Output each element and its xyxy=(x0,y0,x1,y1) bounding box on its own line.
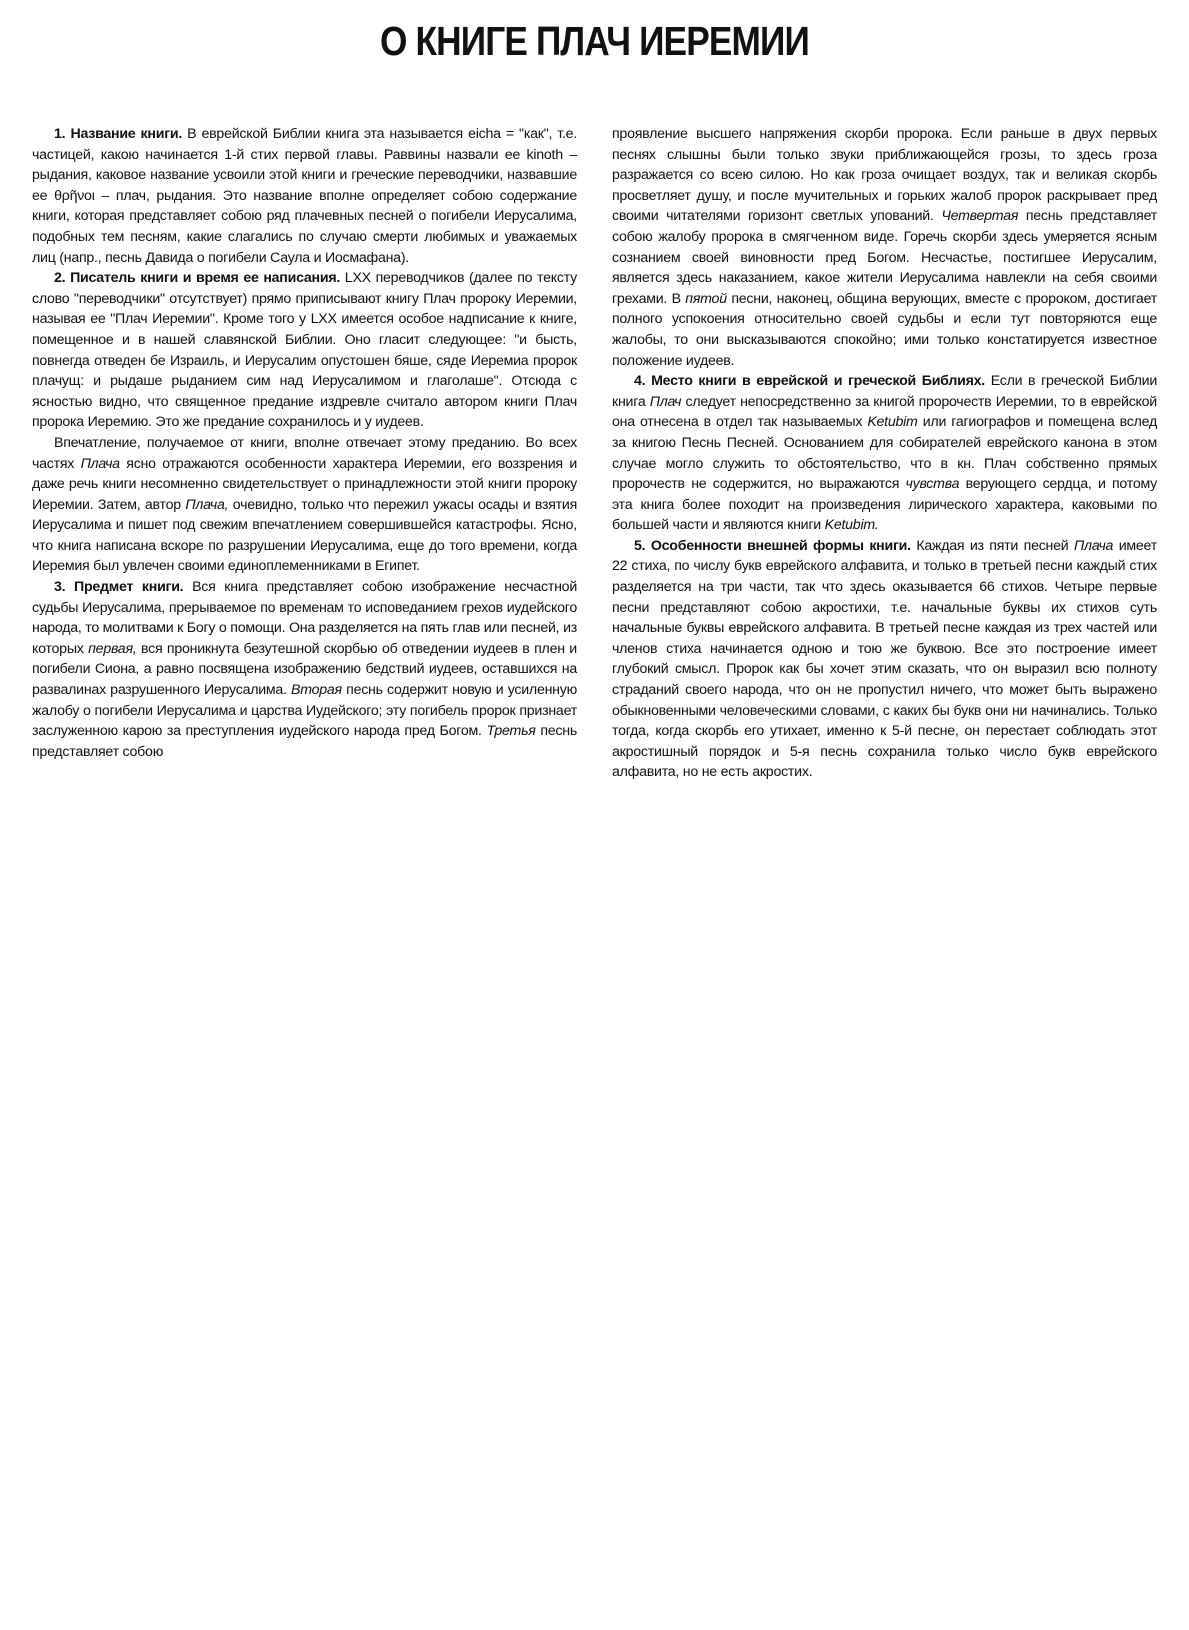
text-columns xyxy=(32,124,1157,783)
impression-paragraph xyxy=(32,433,577,577)
section-heading: 3. Предмет книги. xyxy=(54,579,184,596)
section-place-paragraph xyxy=(612,371,1157,536)
italic-term: Плач xyxy=(649,393,682,410)
paragraph-text: Каждая из пяти песней xyxy=(910,537,1074,554)
italic-term: Плача xyxy=(80,455,120,472)
italic-term: Плача xyxy=(1073,537,1114,554)
italic-term: Четвертая xyxy=(941,208,1019,225)
italic-term: Вторая xyxy=(291,682,342,699)
paragraph-text: песнь представляет собою жалобу пророка в смягченном виде. Горечь скорби здесь умеряется ясным сознанием своей виновности пред Богом. Несчастье, постигшее Иерусалим, является здесь наказанием, какое жители Иерусалима навлекли на себя своими грехами. В xyxy=(612,208,1158,307)
italic-term: первая, xyxy=(88,640,137,657)
paragraph-text: очевидно, только что пережил ужасы осады и взятия Иерусалима и пишет под свежим впечатлением совершившейся катастрофы. Ясно, что книга написана вскоре по разрушении Иерусалима, еще до того времени, когда Иеремия был увлечен своими единоплеменниками в Египет. xyxy=(32,496,578,575)
paragraph-text: Впечатление, получаемое от книги, вполне отвечает этому преданию. Во всех частях xyxy=(32,434,577,472)
paragraph-text: ясно отражаются особенности характера Иеремии, его воззрения и даже речь книги несомненно свидетельствует о принадлежности этой книги пророку Иеремии. Затем, автор xyxy=(32,455,577,513)
italic-term: Ketubim. xyxy=(824,517,879,534)
section-heading: 1. Название книги. xyxy=(54,126,183,142)
paragraph-text: проявление высшего напряжения скорби пророка. Если раньше в двух первых песнях слышны были только звуки приближающейся грозы, то здесь гроза разражается со всею силою. Но как гроза очищает воздух, так и великая скорбь просветляет душу, и после мучительных и горьких жалоб пророк раскрывает пред своими читателями горизонт светлых упований. xyxy=(612,126,1157,225)
paragraph-text: вся проникнута безутешной скорбью об отведении иудеев в плен и погибели Сиона, а равно посвящена изображению бедствий иудеев, оставшихся на развалинах разрушенного Иерусалима. xyxy=(32,640,577,699)
paragraph-text: LXX переводчиков (далее по тексту слово "переводчики" отсутствует) прямо приписывают книгу Плач пророку Иеремии, называя ее "Плач Иеремии". Кроме того у LXX имеется особое надписание к книге, помещенное и в нашей славянской Библии. Оно гласит следующее: "и бысть, повнегда отведен бе Израиль, и Иерусалим опустошен бяше, сяде Иеремиа пророк плачущ: и рыдаше рыданием сим над Иерусалимом и глаголаше". Отсюда с ясностью видно, что священное предание издревле считало автором книги Плач пророка Иеремию. Это же предание сохранилось и у иудеев. xyxy=(32,270,577,431)
italic-term: пятой xyxy=(685,290,727,307)
section-author-paragraph xyxy=(32,268,577,433)
left-column xyxy=(32,124,577,783)
section-subject-paragraph xyxy=(32,577,577,762)
paragraph-text: песни, наконец, община верующих, вместе с пророком, достигает полного успокоения относительно своей судьбы и если тут повторяются еще жалобы, то они высказываются спокойно; ими только констатируется известное положение иудеев. xyxy=(612,290,1157,369)
subject-continuation-paragraph xyxy=(612,124,1157,371)
paragraph-text: песнь содержит новую и усиленную жалобу о погибели Иерусалима и царства Иудейского; эту погибель пророк признает заслуженною карою за преступления иудейского народа пред Богом. xyxy=(32,682,577,740)
right-column xyxy=(612,124,1157,783)
italic-term: чувства xyxy=(905,476,960,493)
paragraph-text: имеет 22 стиха, по числу букв еврейского алфавита, и только в третьей песни каждый стих разделяется на три части, так что здесь оказывается 66 стихов. Четыре первые песни представляют собою акростихи, т.е. начальные буквы их стихов суть начальные буквы еврейского алфавита. В третьей песне каждая из трех частей или членов стиха начинается одною и тою же буквою. Все это построение имеет глубокий смысл. Пророк как бы хочет этим сказать, что он выразил всю полноту страданий своего народа, что он не пропустил ничего, что может быть выражено обыкновенными человеческими словами, с каких бы букв они ни начинались. Только тогда, когда скорбь его утихает, именно к 5-й песне, он перестает соблюдать этот акростишный порядок и 5-я песнь сохранила только число букв еврейского алфавита, но не есть акростих. xyxy=(612,537,1157,781)
italic-term: Ketubim xyxy=(867,414,918,431)
section-heading: 5. Особенности внешней формы книги. xyxy=(634,537,911,554)
paragraph-text: В еврейской Библии книга эта называется eicha = "как", т.е. частицей, какою начинается 1-й стих первой главы. Раввины назвали ее kinoth – рыдания, каковое название усвоили этой книги и греческие переводчики, назвавшие ее θρῆνοι – плач, рыдания. Это название вполне определяет собою содержание книги, которая представляет собою ряд плачевных песней о погибели Иерусалима, подобных тем песням, какие слагались по случаю смерти любимых и уважаемых лиц (напр., песнь Давида о погибели Саула и Иосмафана). xyxy=(32,126,577,266)
section-name-paragraph xyxy=(32,124,577,268)
page-title: О КНИГЕ ПЛАЧ ИЕРЕМИИ xyxy=(379,18,810,64)
section-form-paragraph xyxy=(612,536,1157,783)
section-heading: 2. Писатель книги и время ее написания. xyxy=(54,270,341,287)
paragraph-text: песнь представляет собою xyxy=(32,723,577,760)
paragraph-text: верующего сердца, и потому эта книга более походит на произведения лирического характера, каковыми по большей части и являются книги xyxy=(612,476,1157,534)
section-heading: 4. Место книги в еврейской и греческой Библиях. xyxy=(634,373,985,390)
paragraph-text: следует непосредственно за книгой пророчеств Иеремии, то в еврейской она отнесена в отдел так называемых xyxy=(612,393,1157,431)
paragraph-text: Вся книга представляет собою изображение несчастной судьбы Иерусалима, прерываемое по временам то исповеданием грехов иудейского народа, то молитвами к Богу о помощи. Она разделяется на пять глав или песней, из которых xyxy=(32,579,577,657)
paragraph-text: или гагиографов и помещена вслед за книгою Песнь Песней. Основанием для собирателей еврейского канона в этом случае могло служить то обстоятельство, что в кн. Плач собственно прямых пророчеств не содержится, но выражаются xyxy=(612,414,1157,493)
italic-term: Плача, xyxy=(185,496,229,513)
paragraph-text: Если в греческой Библии книга xyxy=(612,373,1157,410)
italic-term: Третья xyxy=(486,723,536,740)
